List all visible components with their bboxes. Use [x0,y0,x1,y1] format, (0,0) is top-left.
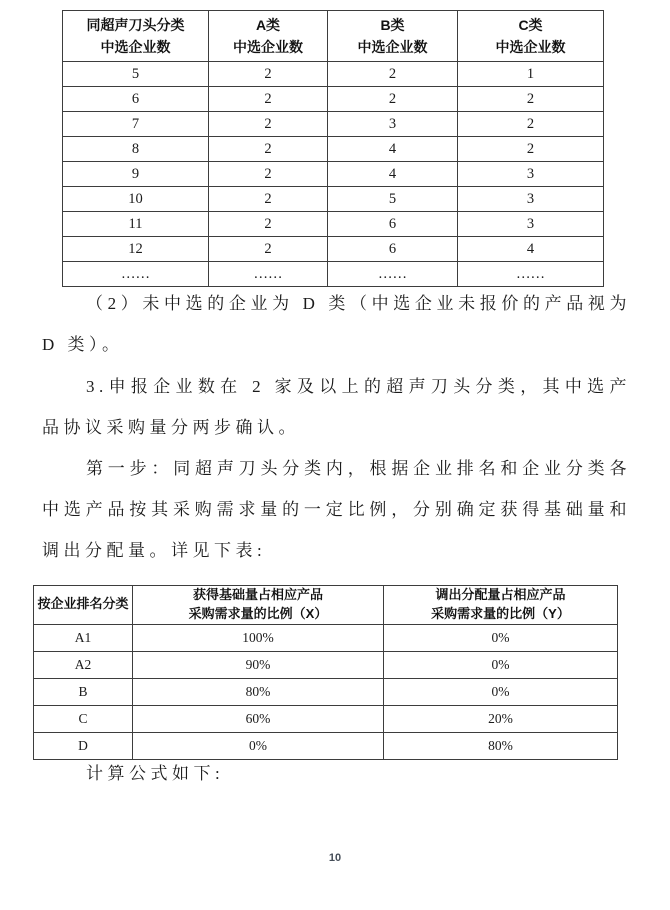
header-line: 采购需求量的比例（Y） [431,605,570,621]
table-row [63,162,604,187]
table-cell: 2 [458,112,604,137]
table-cell: 0% [384,678,618,705]
column-header-class-b [328,11,458,62]
header-line: 中选企业数 [233,39,303,55]
column-header-same-category [63,11,209,62]
header-line: B类 [380,16,405,33]
table-cell: 80% [133,678,384,705]
header-line: 采购需求量的比例（X） [188,605,328,621]
page-number: 10 [328,852,342,864]
table-cell: 2 [209,87,328,112]
table-cell: 3 [458,187,604,212]
header-line: 按企业排名分类 [37,596,129,612]
table-cell: 5 [63,62,209,87]
table-cell: 10 [63,187,209,212]
paragraph-unselected-d-class: （2）未中选的企业为 D 类（中选企业未报价的产品视为 D 类）。 [42,294,631,354]
table-cell: 0% [384,624,618,651]
table-cell: D [34,732,133,759]
header-line: 中选企业数 [357,39,428,55]
table-cell: 6 [328,212,458,237]
table-cell: 0% [384,651,618,678]
table-cell: 11 [63,212,209,237]
table-cell: 100% [133,624,384,651]
table-cell: C [34,705,133,732]
table-header-row [34,586,618,625]
table-cell: 2 [209,137,328,162]
header-line: 同超声刀头分类 [86,16,185,33]
selected-enterprise-count-table [62,10,604,287]
table-row [63,237,604,262]
table-row [63,212,604,237]
column-header-class-a [209,11,328,62]
table-cell: 12 [63,237,209,262]
table-cell: …… [458,262,604,287]
table-cell: 4 [328,137,458,162]
table-cell: 2 [209,212,328,237]
table-cell: B [34,678,133,705]
table-cell: 3 [328,112,458,137]
table-header-row [63,11,604,62]
table-cell: A1 [34,624,133,651]
paragraph-formula-intro: 计算公式如下: [86,764,225,783]
table-cell: 2 [328,87,458,112]
table-row [34,624,618,651]
table-cell: 6 [63,87,209,112]
table-cell: 2 [209,237,328,262]
header-line: A类 [255,16,281,33]
table-cell: 90% [133,651,384,678]
table-row [63,112,604,137]
table-cell: 2 [458,137,604,162]
table-row [63,137,604,162]
table-row [34,651,618,678]
table-cell: …… [328,262,458,287]
table-cell: 3 [458,162,604,187]
header-line: 获得基础量占相应产品 [192,587,323,602]
table-cell: 2 [209,187,328,212]
header-line: 中选企业数 [100,39,171,55]
table-row [63,87,604,112]
column-header-class-c [458,11,604,62]
table-row [34,678,618,705]
table-row [63,187,604,212]
table-cell: 0% [133,732,384,759]
ratio-by-ranking-table [33,585,618,760]
table-row [63,62,604,87]
table-cell: …… [63,262,209,287]
table-cell: 80% [384,732,618,759]
table-cell: 60% [133,705,384,732]
table-cell: …… [209,262,328,287]
table-cell: 3 [458,212,604,237]
table-cell: 20% [384,705,618,732]
table-cell: A2 [34,651,133,678]
table-cell: 4 [328,162,458,187]
paragraph-two-step-confirmation: 3.申报企业数在 2 家及以上的超声刀头分类，其中选产品协议采购量分两步确认。 [42,377,631,437]
paragraph-step-one: 第一步：同超声刀头分类内，根据企业排名和企业分类各中选产品按其采购需求量的一定比例，分别确定获得基础量和调出分配量。详见下表: [42,459,631,560]
table-cell: 2 [209,62,328,87]
table-cell: 4 [458,237,604,262]
column-header-transfer-out-ratio-y [384,586,618,625]
header-line: C类 [518,16,543,33]
column-header-ranking-class [34,586,133,625]
table-cell: 2 [328,62,458,87]
table-cell: 2 [209,162,328,187]
table-cell: 5 [328,187,458,212]
header-line: 调出分配量占相应产品 [435,587,566,602]
table-cell: 8 [63,137,209,162]
table-cell: 6 [328,237,458,262]
table-row [34,705,618,732]
table-cell: 1 [458,62,604,87]
table-cell: 2 [458,87,604,112]
column-header-base-quantity-ratio-x [133,586,384,625]
table-cell: 7 [63,112,209,137]
table-cell: 2 [209,112,328,137]
table-cell: 9 [63,162,209,187]
header-line: 中选企业数 [495,39,566,55]
